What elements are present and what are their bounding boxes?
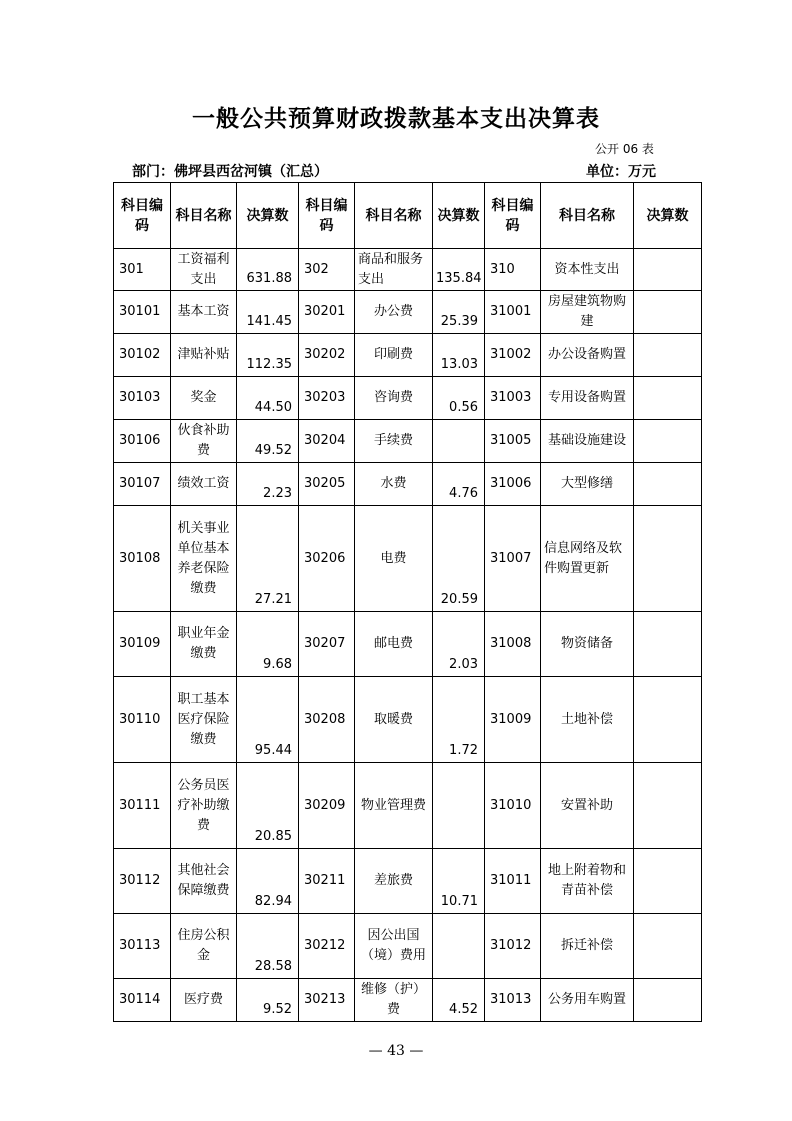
amount: 49.52	[237, 420, 299, 463]
account-name: 医疗费	[171, 979, 237, 1022]
amount: 2.23	[237, 463, 299, 506]
amount: 9.52	[237, 979, 299, 1022]
account-code: 31001	[485, 291, 541, 334]
department-label: 部门：佛坪县西岔河镇（汇总）	[132, 164, 328, 180]
account-name: 物资储备	[541, 612, 634, 677]
account-code: 31009	[485, 677, 541, 763]
account-name: 信息网络及软件购置更新	[541, 506, 634, 612]
account-code: 30106	[114, 420, 171, 463]
table-row	[114, 612, 702, 677]
amount: 9.68	[237, 612, 299, 677]
header-cell: 科目编码	[485, 183, 541, 249]
header-cell: 科目名称	[355, 183, 433, 249]
header-cell: 科目名称	[171, 183, 237, 249]
account-code: 31010	[485, 763, 541, 849]
account-code: 30107	[114, 463, 171, 506]
header-row	[114, 183, 702, 249]
amount: 2.03	[433, 612, 485, 677]
account-code: 30204	[299, 420, 355, 463]
account-name: 大型修缮	[541, 463, 634, 506]
account-name: 办公设备购置	[541, 334, 634, 377]
account-code: 30208	[299, 677, 355, 763]
account-name: 其他社会保障缴费	[171, 849, 237, 914]
account-name: 工资福利支出	[171, 249, 237, 291]
account-name: 基本工资	[171, 291, 237, 334]
account-code: 30201	[299, 291, 355, 334]
account-name: 邮电费	[355, 612, 433, 677]
account-code: 30110	[114, 677, 171, 763]
account-code: 30108	[114, 506, 171, 612]
amount: 141.45	[237, 291, 299, 334]
account-name: 差旅费	[355, 849, 433, 914]
account-code: 31012	[485, 914, 541, 979]
unit-label: 单位：万元	[586, 164, 656, 180]
account-code: 30112	[114, 849, 171, 914]
amount: 95.44	[237, 677, 299, 763]
account-code: 31002	[485, 334, 541, 377]
account-name: 公务用车购置	[541, 979, 634, 1022]
account-name: 手续费	[355, 420, 433, 463]
account-name: 职工基本医疗保险缴费	[171, 677, 237, 763]
table-row	[114, 914, 702, 979]
table-row	[114, 677, 702, 763]
account-name: 维修（护）费	[355, 979, 433, 1022]
account-code: 30202	[299, 334, 355, 377]
amount: 4.52	[433, 979, 485, 1022]
table-row	[114, 249, 702, 291]
account-name: 印刷费	[355, 334, 433, 377]
amount	[634, 612, 702, 677]
amount	[634, 677, 702, 763]
amount: 0.56	[433, 377, 485, 420]
account-code: 31007	[485, 506, 541, 612]
amount: 25.39	[433, 291, 485, 334]
account-code: 31005	[485, 420, 541, 463]
account-code: 30211	[299, 849, 355, 914]
account-code: 31008	[485, 612, 541, 677]
amount: 82.94	[237, 849, 299, 914]
header-cell: 科目名称	[541, 183, 634, 249]
account-name: 物业管理费	[355, 763, 433, 849]
amount: 631.88	[237, 249, 299, 291]
amount	[634, 979, 702, 1022]
header-cell: 科目编码	[299, 183, 355, 249]
amount: 20.59	[433, 506, 485, 612]
amount	[634, 914, 702, 979]
account-name: 水费	[355, 463, 433, 506]
account-name: 专用设备购置	[541, 377, 634, 420]
account-name: 公务员医疗补助缴费	[171, 763, 237, 849]
account-code: 30207	[299, 612, 355, 677]
amount: 13.03	[433, 334, 485, 377]
account-code: 30205	[299, 463, 355, 506]
account-code: 30209	[299, 763, 355, 849]
account-name: 住房公积金	[171, 914, 237, 979]
amount	[634, 249, 702, 291]
amount: 27.21	[237, 506, 299, 612]
account-code: 31006	[485, 463, 541, 506]
amount	[433, 763, 485, 849]
account-name: 津贴补贴	[171, 334, 237, 377]
table-row	[114, 979, 702, 1022]
amount: 10.71	[433, 849, 485, 914]
table-row	[114, 463, 702, 506]
form-number: 公开 06 表	[595, 142, 654, 156]
amount: 20.85	[237, 763, 299, 849]
header-cell: 科目编码	[114, 183, 171, 249]
account-code: 30206	[299, 506, 355, 612]
amount	[634, 763, 702, 849]
account-name: 奖金	[171, 377, 237, 420]
account-code: 30114	[114, 979, 171, 1022]
header-cell: 决算数	[634, 183, 702, 249]
amount	[433, 420, 485, 463]
account-name: 基础设施建设	[541, 420, 634, 463]
account-name: 职业年金缴费	[171, 612, 237, 677]
account-code: 310	[485, 249, 541, 291]
account-code: 31003	[485, 377, 541, 420]
account-name: 因公出国（境）费用	[355, 914, 433, 979]
expenditure-table	[113, 182, 702, 1022]
table-row	[114, 334, 702, 377]
account-code: 30212	[299, 914, 355, 979]
account-code: 30103	[114, 377, 171, 420]
amount: 4.76	[433, 463, 485, 506]
amount: 135.84	[433, 249, 485, 291]
account-code: 30111	[114, 763, 171, 849]
account-name: 电费	[355, 506, 433, 612]
table-row	[114, 763, 702, 849]
account-name: 拆迁补偿	[541, 914, 634, 979]
table-row	[114, 849, 702, 914]
account-name: 办公费	[355, 291, 433, 334]
account-name: 资本性支出	[541, 249, 634, 291]
amount: 28.58	[237, 914, 299, 979]
account-name: 伙食补助费	[171, 420, 237, 463]
account-code: 302	[299, 249, 355, 291]
amount: 44.50	[237, 377, 299, 420]
amount: 112.35	[237, 334, 299, 377]
table-row	[114, 377, 702, 420]
account-name: 地上附着物和青苗补偿	[541, 849, 634, 914]
account-code: 30203	[299, 377, 355, 420]
account-name: 土地补偿	[541, 677, 634, 763]
account-name: 咨询费	[355, 377, 433, 420]
account-name: 安置补助	[541, 763, 634, 849]
amount	[634, 420, 702, 463]
account-name: 取暖费	[355, 677, 433, 763]
account-code: 301	[114, 249, 171, 291]
table-row	[114, 420, 702, 463]
account-code: 30109	[114, 612, 171, 677]
table-row	[114, 291, 702, 334]
amount	[634, 506, 702, 612]
amount: 1.72	[433, 677, 485, 763]
amount	[634, 334, 702, 377]
account-code: 30213	[299, 979, 355, 1022]
amount	[634, 377, 702, 420]
account-code: 30113	[114, 914, 171, 979]
account-code: 31013	[485, 979, 541, 1022]
account-name: 商品和服务支出	[355, 249, 433, 291]
amount	[634, 849, 702, 914]
account-code: 30102	[114, 334, 171, 377]
account-name: 房屋建筑物购建	[541, 291, 634, 334]
account-code: 30101	[114, 291, 171, 334]
amount	[433, 914, 485, 979]
table-row	[114, 506, 702, 612]
header-cell: 决算数	[237, 183, 299, 249]
account-code: 31011	[485, 849, 541, 914]
header-cell: 决算数	[433, 183, 485, 249]
page-title: 一般公共预算财政拨款基本支出决算表	[192, 105, 600, 132]
amount	[634, 291, 702, 334]
account-name: 机关事业单位基本养老保险缴费	[171, 506, 237, 612]
amount	[634, 463, 702, 506]
account-name: 绩效工资	[171, 463, 237, 506]
page-number: — 43 —	[368, 1043, 424, 1059]
